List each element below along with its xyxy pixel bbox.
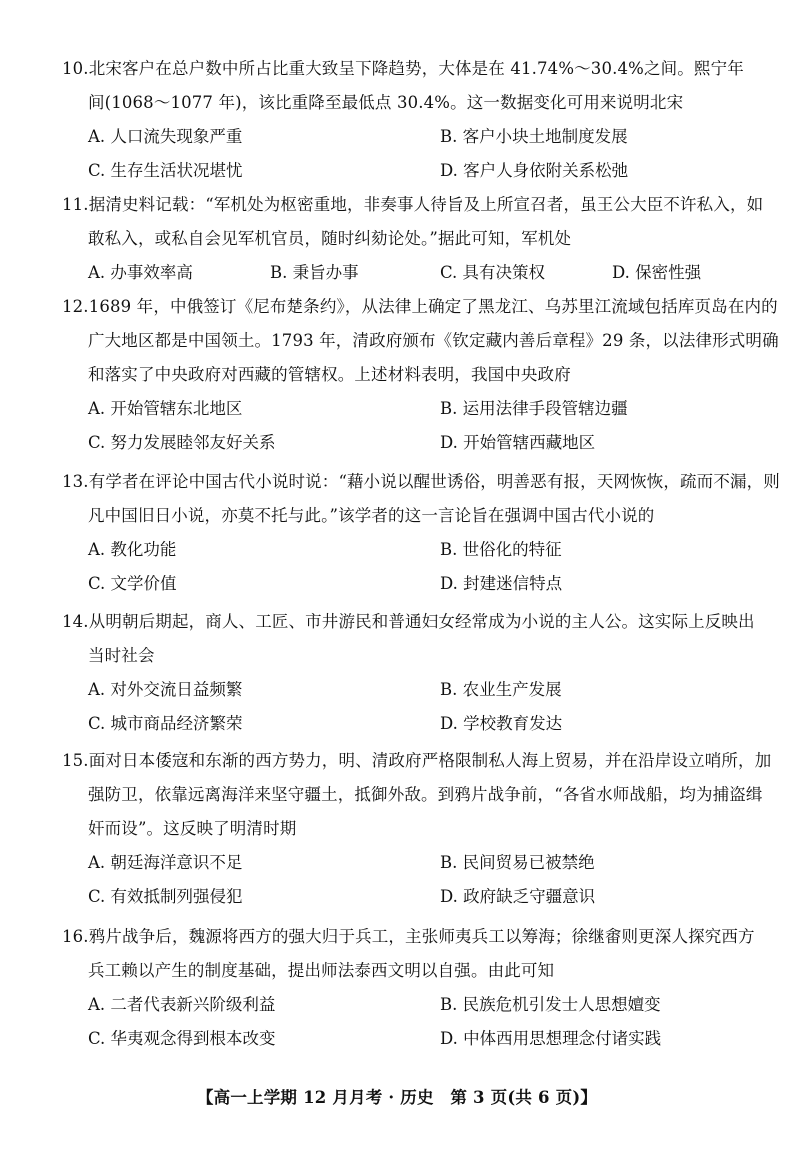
question-stem-line: 兵工赖以产生的制度基础，提出师法泰西文明以自强。由此可知 bbox=[88, 961, 555, 980]
question-stem-line: 敢私入，或私自会见军机官员，随时纠劾论处。”据此可知，军机处 bbox=[88, 229, 572, 248]
option-d: D. 学校教育发达 bbox=[440, 714, 563, 733]
options-row bbox=[62, 1022, 774, 1056]
question-15 bbox=[62, 744, 774, 914]
options-row bbox=[62, 256, 774, 290]
question-16 bbox=[62, 920, 774, 1056]
options-row bbox=[62, 567, 774, 601]
options-row bbox=[62, 533, 774, 567]
option-c: C. 华夷观念得到根本改变 bbox=[88, 1029, 276, 1048]
question-10 bbox=[62, 52, 774, 188]
options-row bbox=[62, 880, 774, 914]
option-a: A. 二者代表新兴阶级利益 bbox=[88, 995, 276, 1014]
option-b: B. 客户小块土地制度发展 bbox=[440, 127, 628, 146]
options-row bbox=[62, 154, 774, 188]
option-c: C. 城市商品经济繁荣 bbox=[88, 714, 243, 733]
options-row bbox=[62, 846, 774, 880]
option-d: D. 封建迷信特点 bbox=[440, 574, 563, 593]
question-11 bbox=[62, 188, 774, 290]
question-stem-line: 当时社会 bbox=[88, 646, 155, 665]
question-stem-line: 强防卫，依靠远离海洋来坚守疆土，抵御外敌。到鸦片战争前，“各省水师战船，均为捕盗缉 bbox=[88, 785, 763, 804]
question-stem-line: 间(1068～1077 年)，该比重降至最低点 30.4%。这一数据变化可用来说明北宋 bbox=[88, 93, 684, 112]
page-footer: 【高一上学期 12 月月考 · 历史 第 3 页(共 6 页)】 bbox=[196, 1088, 598, 1107]
option-d: D. 政府缺乏守疆意识 bbox=[440, 887, 596, 906]
option-d: D. 客户人身依附关系松弛 bbox=[440, 161, 629, 180]
options-row bbox=[62, 707, 774, 741]
question-stem-line: 10.北宋客户在总户数中所占比重大致呈下降趋势，大体是在 41.74%～30.4%之间。熙宁年 bbox=[62, 59, 744, 78]
question-stem-line: 11.据清史料记载：“军机处为枢密重地，非奏事人待旨及上所宣召者，虽王公大臣不许私入，如 bbox=[62, 195, 764, 214]
option-b: B. 民间贸易已被禁绝 bbox=[440, 853, 595, 872]
options-row bbox=[62, 392, 774, 426]
question-13 bbox=[62, 465, 780, 601]
options-row bbox=[62, 673, 774, 707]
option-a: A. 开始管辖东北地区 bbox=[88, 399, 243, 418]
question-stem-line: 和落实了中央政府对西藏的管辖权。上述材料表明，我国中央政府 bbox=[88, 365, 571, 384]
question-14 bbox=[62, 605, 774, 741]
option-c: C. 有效抵制列强侵犯 bbox=[88, 887, 243, 906]
option-c: C. 文学价值 bbox=[88, 574, 177, 593]
option-a: A. 对外交流日益频繁 bbox=[88, 680, 243, 699]
option-d: D. 保密性强 bbox=[612, 263, 702, 282]
option-b: B. 秉旨办事 bbox=[270, 263, 359, 282]
question-stem-line: 14.从明朝后期起，商人、工匠、市井游民和普通妇女经常成为小说的主人公。这实际上反映出 bbox=[62, 612, 755, 631]
question-stem-line: 16.鸦片战争后，魏源将西方的强大归于兵工，主张师夷兵工以筹海；徐继畬则更深人探究西方 bbox=[62, 927, 755, 946]
question-stem-line: 13.有学者在评论中国古代小说时说：“藉小说以醒世诱俗，明善恶有报，天网恢恢，疏而不漏，则 bbox=[62, 472, 780, 491]
question-stem-line: 奸而设”。这反映了明清时期 bbox=[88, 819, 297, 838]
option-b: B. 民族危机引发士人思想嬗变 bbox=[440, 995, 661, 1014]
option-c: C. 具有决策权 bbox=[440, 263, 546, 282]
question-stem-line: 15.面对日本倭寇和东渐的西方势力，明、清政府严格限制私人海上贸易，并在沿岸设立哨所，加 bbox=[62, 751, 772, 770]
option-a: A. 教化功能 bbox=[88, 540, 177, 559]
option-b: B. 运用法律手段管辖边疆 bbox=[440, 399, 628, 418]
option-b: B. 农业生产发展 bbox=[440, 680, 562, 699]
option-d: D. 中体西用思想理念付诸实践 bbox=[440, 1029, 662, 1048]
question-stem-line: 凡中国旧日小说，亦莫不托与此。”该学者的这一言论旨在强调中国古代小说的 bbox=[88, 506, 655, 525]
option-c: C. 生存生活状况堪忧 bbox=[88, 161, 243, 180]
options-row bbox=[62, 120, 774, 154]
question-stem-line: 12.1689 年，中俄签订《尼布楚条约》，从法律上确定了黑龙江、乌苏里江流域包括库页岛在内的 bbox=[62, 297, 778, 316]
options-row bbox=[62, 988, 774, 1022]
option-a: A. 人口流失现象严重 bbox=[88, 127, 243, 146]
question-stem-line: 广大地区都是中国领土。1793 年，清政府颁布《钦定藏内善后章程》29 条，以法律形式明确 bbox=[88, 331, 779, 350]
option-d: D. 开始管辖西藏地区 bbox=[440, 433, 596, 452]
option-c: C. 努力发展睦邻友好关系 bbox=[88, 433, 276, 452]
option-a: A. 办事效率高 bbox=[88, 263, 193, 282]
options-row bbox=[62, 426, 774, 460]
option-a: A. 朝廷海洋意识不足 bbox=[88, 853, 243, 872]
question-12 bbox=[62, 290, 779, 460]
option-b: B. 世俗化的特征 bbox=[440, 540, 562, 559]
